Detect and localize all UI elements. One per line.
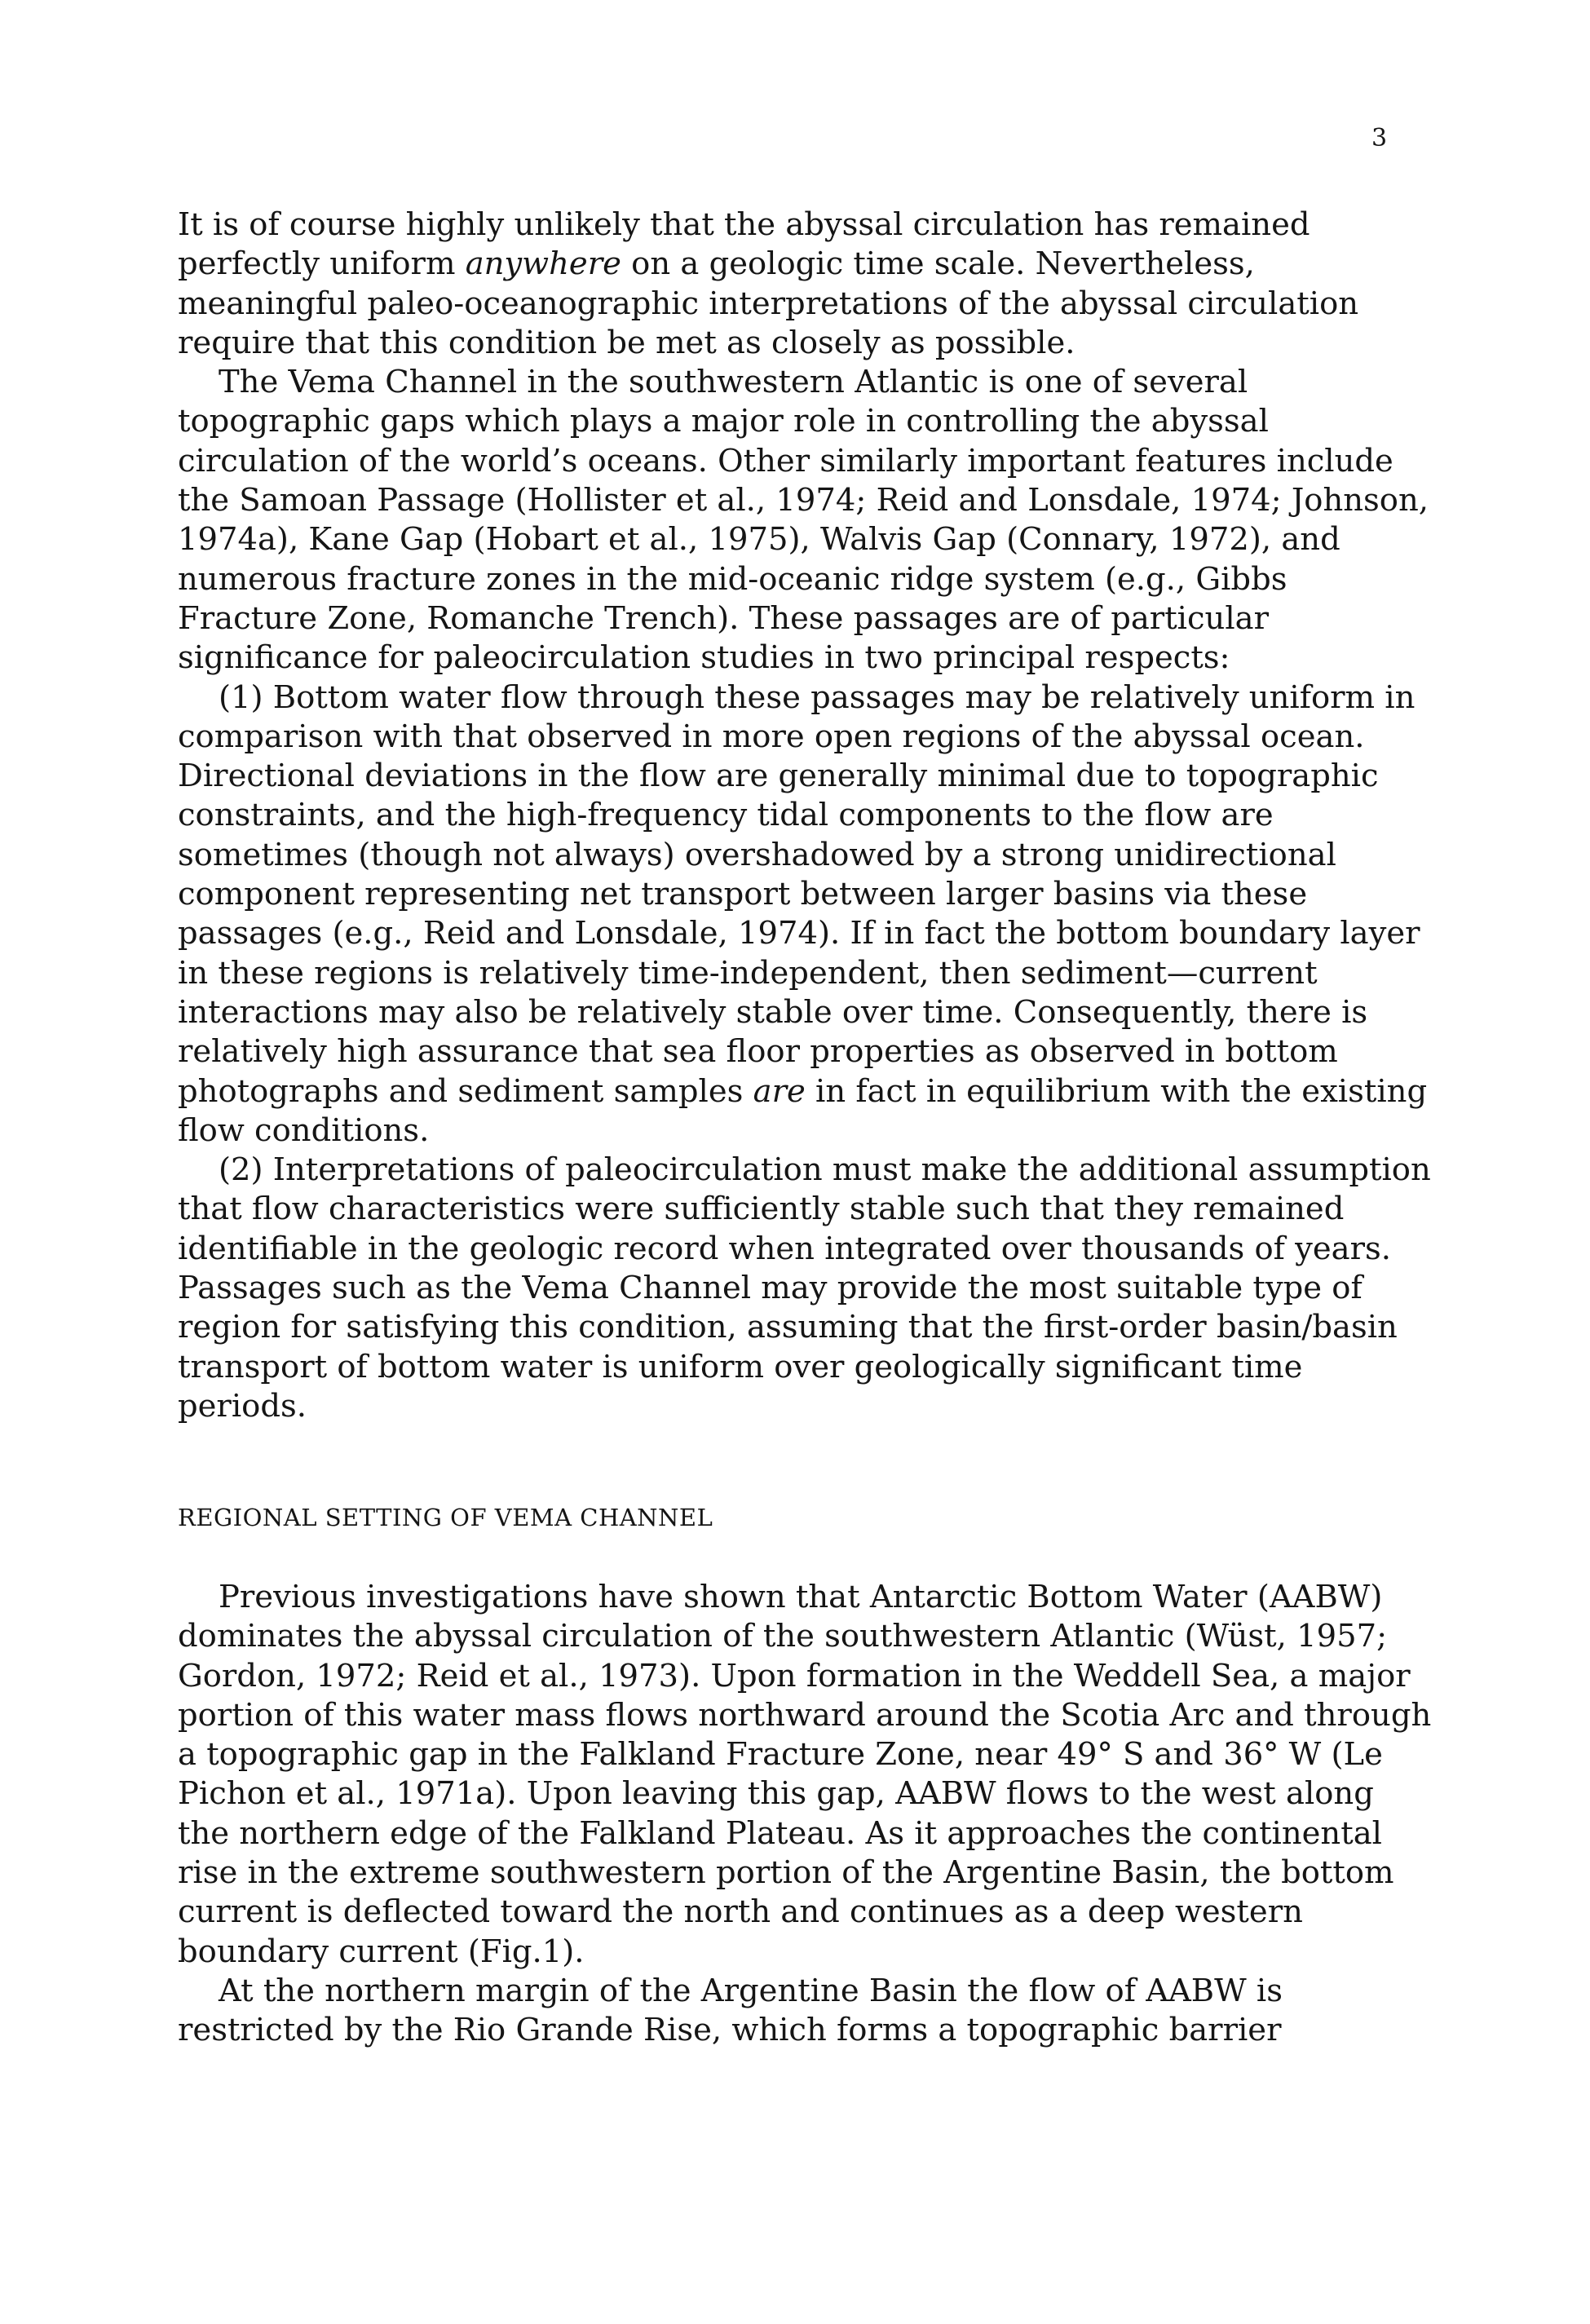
section-paragraph-2: At the northern margin of the Argentine Basin the flow of AABW is restricted by the Rio Grande Rise, which forms a topographic barrier xyxy=(178,1972,1283,2049)
paragraph-1-italic: anywhere xyxy=(465,245,621,283)
paragraph-4: (2) Interpretations of paleocirculation must make the additional assumption that flow characteristics were sufficiently stable such that they remained identifiable in the geologic record when integrated over thousands of years. Passages such as the Vema Channel may provide the most suitable type of region for satisfying this condition, assuming that the first-order basin/basin transport of bottom water is uniform over geologically significant time periods. xyxy=(178,1151,1431,1425)
paragraph-1-text-b: on a geologic time scale. Nevertheless, meaningful paleo-oceanographic interpretations of the abyssal circulation require that this condition be met as closely as possible. xyxy=(178,245,1359,361)
paragraph-3-italic: are xyxy=(753,1072,806,1110)
paragraph-3-text-b: in fact in equilibrium with the existing flow conditions. xyxy=(178,1072,1428,1149)
paragraph-1-text-a: It is of course highly unlikely that the abyssal circulation has remained perfectly uniform xyxy=(178,206,1310,283)
section-heading: REGIONAL SETTING OF VEMA CHANNEL xyxy=(178,1504,713,1531)
section-text-block xyxy=(178,1578,1433,2051)
paragraph-3-text-a: (1) Bottom water flow through these passages may be relatively uniform in comparison with that observed in more open regions of the abyssal ocean. Directional deviations in the flow are generally minimal due to topographic constraints, and the high-frequency tidal components to the flow are sometimes (though not always) overshadowed by a strong unidirectional component representing net transport between larger basins via these passages (e.g., Reid and Lonsdale, 1974). If in fact the bottom boundary layer in these regions is relatively time-independent, then sediment—current interactions may also be relatively stable over time. Consequently, there is relatively high assurance that sea floor properties as observed in bottom photographs and sediment samples xyxy=(178,678,1420,1110)
intro-text-block xyxy=(178,205,1433,1426)
paragraph-3 xyxy=(178,678,1433,1151)
paragraph-2: The Vema Channel in the southwestern Atlantic is one of several topographic gaps which plays a major role in controlling the abyssal circulation of the world’s oceans. Other similarly important features include the Samoan Passage (Hollister et al., 1974; Reid and Lonsdale, 1974; Johnson, 1974a), Kane Gap (Hobart et al., 1975), Walvis Gap (Connary, 1972), and numerous fracture zones in the mid-oceanic ridge system (e.g., Gibbs Fracture Zone, Romanche Trench). These passages are of particular significance for paleocirculation studies in two principal respects: xyxy=(178,364,1429,677)
page-number: 3 xyxy=(1371,124,1388,152)
section-paragraph-1: Previous investigations have shown that Antarctic Bottom Water (AABW) dominates the abyssal circulation of the southwestern Atlantic (Wüst, 1957; Gordon, 1972; Reid et al., 1973). Upon formation in the Weddell Sea, a major portion of this water mass flows northward around the Scotia Arc and through a topographic gap in the Falkland Fracture Zone, near 49° S and 36° W (Le Pichon et al., 1971a). Upon leaving this gap, AABW flows to the west along the northern edge of the Falkland Plateau. As it approaches the continental rise in the extreme southwestern portion of the Argentine Basin, the bottom current is deflected toward the north and continues as a deep western boundary current (Fig.1). xyxy=(178,1579,1432,1970)
paragraph-1 xyxy=(178,205,1433,363)
